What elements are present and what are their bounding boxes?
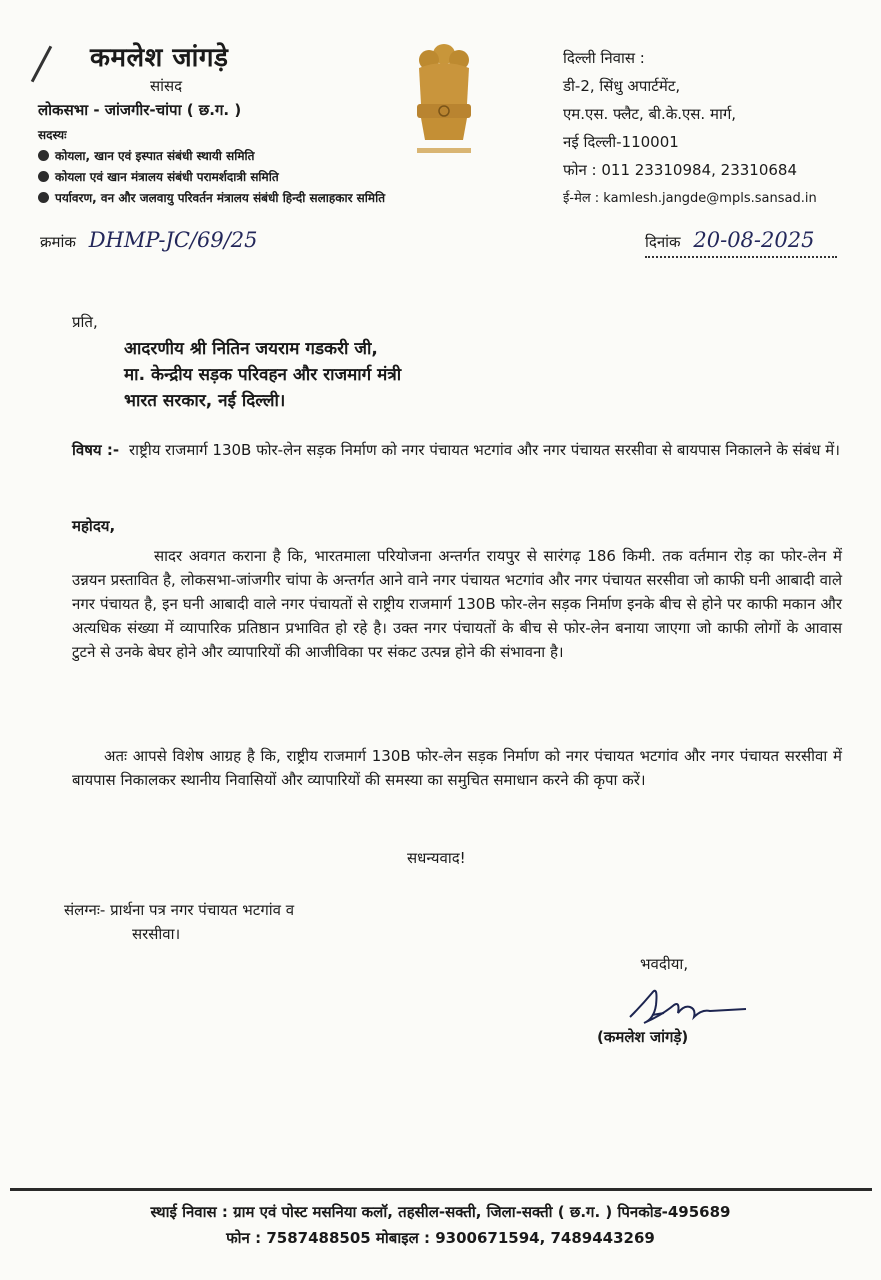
thanks-line: सधन्यवाद! [407, 849, 466, 867]
delhi-address-label: दिल्ली निवास : [563, 49, 645, 67]
bullet-icon [38, 192, 49, 203]
enclosure-text-cont: सरसीवा। [132, 925, 181, 943]
bullet-icon [38, 150, 49, 161]
permanent-address: स्थाई निवास : ग्राम एवं पोस्ट मसनिया कलॉ, तहसील-सक्ती, जिला-सक्ती ( छ.ग. ) पिनकोड-495689 [150, 1203, 731, 1221]
committee-text: कोयला एवं खान मंत्रालय संबंधी परामर्शदात्री समिति [55, 170, 279, 184]
sender-designation: सांसद [150, 77, 183, 95]
to-label: प्रति, [72, 313, 98, 331]
enclosure-label: संलग्नः- [64, 901, 106, 919]
closing-yours: भवदीया, [640, 955, 689, 973]
reference-label: क्रमांक [40, 233, 76, 251]
delhi-address-line3: नई दिल्ली-110001 [563, 133, 679, 151]
delhi-address [563, 48, 873, 214]
enclosure-block [64, 898, 424, 946]
recipient-line3: भारत सरकार, नई दिल्ली। [124, 391, 286, 411]
members-label: सदस्यः [38, 128, 67, 142]
footer-phones: फोन : 7587488505 मोबाइल : 9300671594, 7489443269 [226, 1229, 655, 1247]
recipient-line1: आदरणीय श्री नितिन जयराम गडकरी जी, [124, 339, 378, 359]
date-value: 20-08-2025 [693, 228, 815, 252]
recipient-block [124, 336, 401, 414]
decorative-slash [31, 46, 52, 83]
reference-value: DHMP-JC/69/25 [88, 228, 258, 252]
recipient-line2: मा. केन्द्रीय सड़क परिवहन और राजमार्ग मंत्री [124, 365, 402, 385]
committee-item [38, 168, 538, 185]
enclosure-text: प्रार्थना पत्र नगर पंचायत भटगांव व [110, 901, 295, 919]
signatory-name: (कमलेश जांगड़े) [597, 1028, 689, 1046]
footer-divider [10, 1188, 872, 1191]
sender-name: कमलेश जांगड़े [90, 43, 229, 73]
delhi-email: ई-मेल : kamlesh.jangde@mpls.sansad.in [563, 191, 817, 206]
subject-text: राष्ट्रीय राजमार्ग 130B फोर-लेन सड़क निर्माण को नगर पंचायत भटगांव और नगर पंचायत सरसीवा से बायपास निकालने के संबंध में। [129, 441, 840, 459]
letter-date [645, 228, 837, 258]
committee-text: कोयला, खान एवं इस्पात संबंधी स्थायी समिति [55, 149, 255, 163]
delhi-address-line1: डी-2, सिंधु अपार्टमेंट, [563, 77, 681, 95]
body-paragraph: सादर अवगत कराना है कि, भारतमाला परियोजना अन्तर्गत रायपुर से सारंगढ़ 186 किमी. तक वर्तमान रोड़ का फोर-लेन में उन्नयन प्रस्तावित है, लोकसभा-जांजगीर चांपा के अन्तर्गत आने वाने नगर पंचायत भटगांव और नगर पंचायत सरसीवा जो काफी घनी आबादी वाले नगर पंचायत है, इन घनी आबादी वाले नगर पंचायतों से राष्ट्रीय राजमार्ग 130B फोर-लेन सड़क निर्माण इनके बीच से होने पर काफी मकान और अत्यधिक संख्या में व्यापारिक प्रतिष्ठान प्रभावित हो रहे है। उक्त नगर पंचायतों के बीच से फोर-लेन बनाया जाएगा जो काफी लोगों के आवास टुटने से उनके बेघर होने और व्यापारियों की आजीविका पर संकट उत्पन्न होने की संभावना है। [72, 547, 842, 661]
delhi-phone: फोन : 011 23310984, 23310684 [563, 161, 797, 179]
date-label: दिनांक [645, 233, 681, 251]
reference-number [40, 228, 258, 252]
national-emblem-icon [405, 40, 483, 165]
signature-image [622, 975, 752, 1035]
delhi-address-line2: एम.एस. फ्लैट, बी.के.एस. मार्ग, [563, 105, 737, 123]
committee-text: पर्यावरण, वन और जलवायु परिवर्तन मंत्रालय संबंधी हिन्दी सलाहकार समिति [55, 191, 386, 205]
salutation: महोदय, [72, 517, 116, 535]
bullet-icon [38, 171, 49, 182]
sender-constituency: लोकसभा - जांजगीर-चांपा ( छ.ग. ) [38, 101, 242, 119]
subject-label: विषय :- [72, 441, 120, 459]
committee-item [38, 189, 538, 206]
subject-block [72, 438, 842, 463]
body-paragraph: अतः आपसे विशेष आग्रह है कि, राष्ट्रीय राजमार्ग 130B फोर-लेन सड़क निर्माण को नगर पंचायत भटगांव और नगर पंचायत सरसीवा में बायपास निकालकर स्थानीय निवासियों और व्यापारियों की समस्या का समुचित समाधान करने की कृपा करें। [72, 747, 842, 789]
